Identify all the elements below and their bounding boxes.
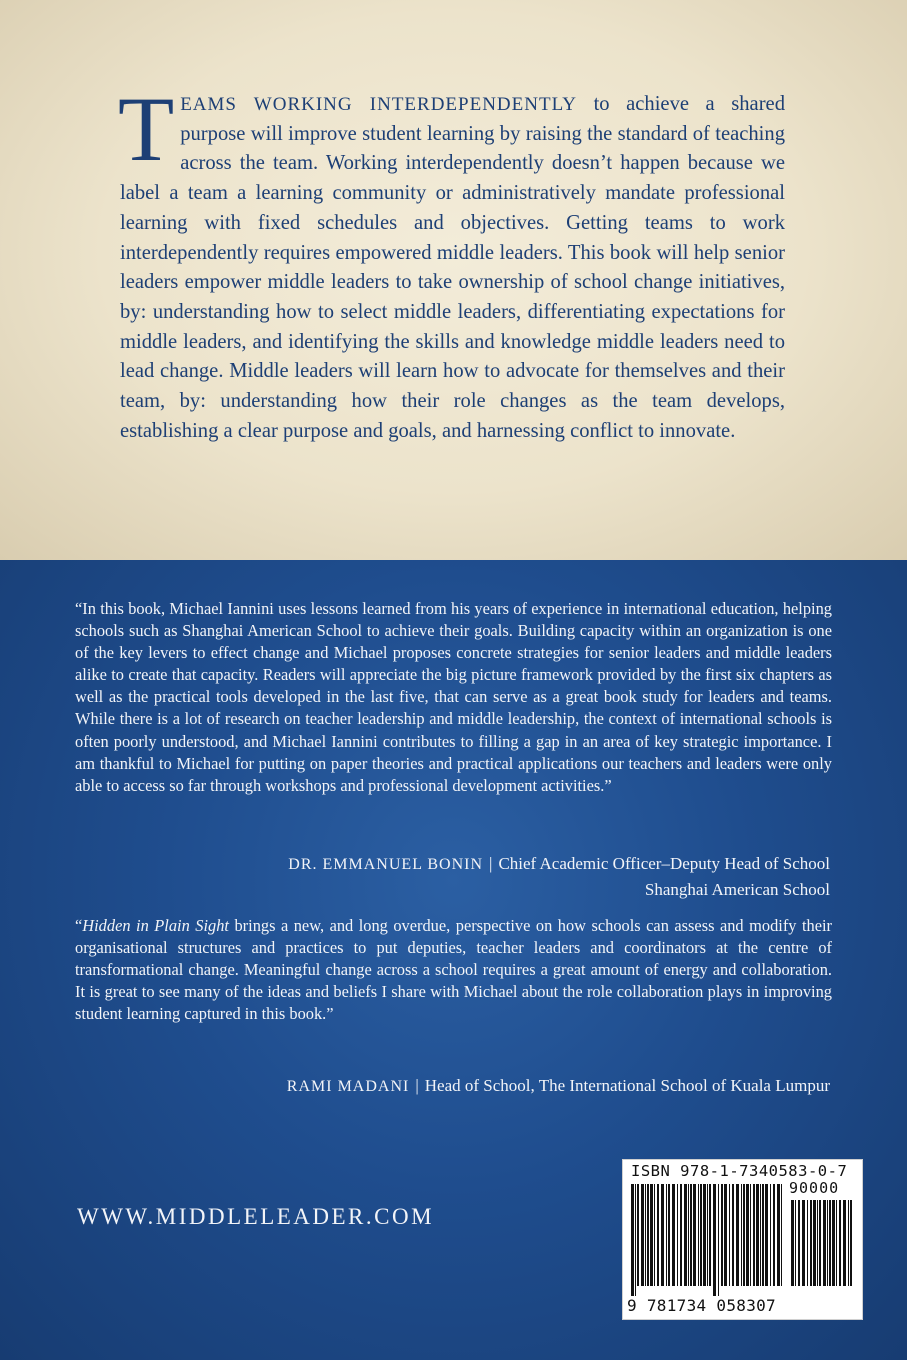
attribution-separator: | — [415, 1076, 419, 1095]
book-blurb — [118, 78, 785, 446]
addon-barcode-bars — [791, 1200, 853, 1296]
isbn-text: ISBN 978-1-7340583-0-7 — [631, 1162, 848, 1180]
endorser-name: DR. EMMANUEL BONIN — [288, 856, 484, 873]
isbn-barcode — [622, 1159, 863, 1320]
blue-panel — [0, 560, 907, 1360]
quote-text: brings a new, and long overdue, perspective on how schools can assess and modify their organisational structures and practices to put deputies, teacher leaders and coordinators at the centre of transformational change. Meaningful change across a school requires a great amount of energy and collaboration. It is great to see many of the ideas and beliefs I share with Michael about the role collaboration plays in improving student learning captured in this book.” — [75, 916, 833, 1024]
parchment-panel — [0, 0, 907, 560]
drop-cap: T — [118, 78, 175, 180]
endorsement-attribution-madani — [130, 1073, 830, 1099]
book-title-italic: Hidden in Plain Sight — [82, 916, 229, 935]
endorser-title: Chief Academic Officer–Deputy Head of School — [498, 854, 830, 873]
endorser-org: Shanghai American School — [644, 880, 830, 899]
ean-barcode-bars — [631, 1184, 783, 1296]
blurb-lead-caps: EAMS WORKING INTERDEPENDENTLY — [180, 94, 578, 115]
quote-open-mark: “ — [75, 916, 83, 935]
addon-code: 90000 — [789, 1179, 840, 1197]
blurb-body: to achieve a shared purpose will improve student learning by raising the standard of teaching across the team. Working interdependently doesn’t happen because we label a team a learning community or administratively mandate professional learning with fixed schedules and objectives. Getting teams to work interdependently requires empowered middle leaders. This book will help senior leaders empower middle leaders to take ownership of school change initiatives, by: understanding how to select middle leaders, differentiating expectations for middle leaders, and identifying the skills and knowledge middle leaders need to lead change. Middle leaders will learn how to advocate for themselves and their team, by: understanding how their role changes as the team develops, establishing a clear purpose and goals, and harnessing conflict to innovate. — [120, 93, 785, 442]
endorsement-quote-madani — [75, 915, 832, 1025]
ean-digits: 9 781734 058307 — [627, 1296, 776, 1315]
endorsement-attribution-bonin — [130, 851, 830, 902]
attribution-separator: | — [489, 854, 493, 873]
website-url: WWW.MIDDLELEADER.COM — [77, 1204, 435, 1229]
endorsement-quote-bonin: “In this book, Michael Iannini uses lessons learned from his years of experience in international education, helping schools such as Shanghai American School to achieve their goals. Building capacity within an organization is one of the key levers to effect change and Michael proposes concrete strategies for senior leaders and middle leaders alike to create that capacity. Readers will appreciate the big picture framework provided by the first six chapters as well as the practical tools developed in the last five, that can serve as a great book study for leaders and teams. While there is a lot of research on teacher leadership and middle leadership, the context of international schools is often poorly understood, and Michael Iannini contributes to filling a gap in an area of key strategic importance. I am thankful to Michael for putting on paper theories and practical applications our teachers and leaders were only able to access so far through workshops and professional development activities.” — [75, 599, 832, 795]
endorser-name: RAMI MADANI — [286, 1078, 410, 1095]
endorser-title: Head of School, The International School of Kuala Lumpur — [424, 1076, 830, 1095]
